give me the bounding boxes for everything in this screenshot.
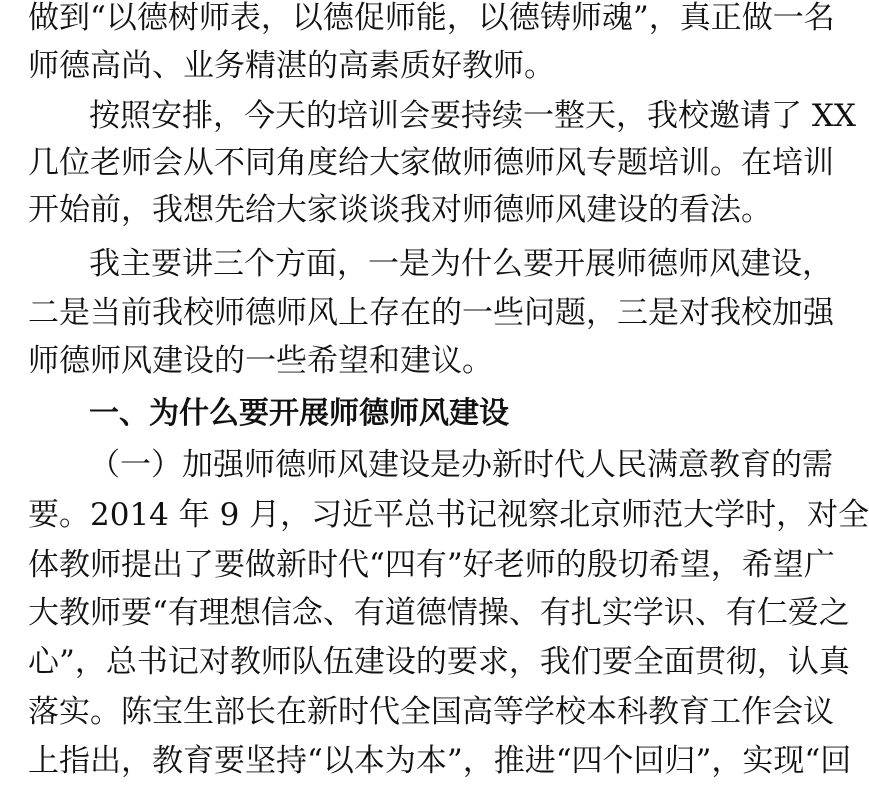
text-line: 要。2014 年 9 月，习近平总书记视察北京师范大学时，对全	[28, 497, 869, 533]
text-line: （一）加强师德师风建设是办新时代人民满意教育的需	[89, 447, 833, 483]
text-line: 二是当前我校师德师风上存在的一些问题，三是对我校加强	[28, 295, 834, 331]
text-line: 做到“以德树师表，以德促师能，以德铸师魂”，真正做一名	[28, 0, 835, 36]
text-line: 我主要讲三个方面，一是为什么要开展师德师风建设，	[89, 246, 833, 282]
text-line: 体教师提出了要做新时代“四有”好老师的殷切希望，希望广	[28, 547, 835, 583]
text-line: 几位老师会从不同角度给大家做师德师风专题培训。在培训	[28, 145, 834, 181]
text-line: 师德高尚、业务精湛的高素质好教师。	[28, 48, 555, 84]
text-line: 心”，总书记对教师队伍建设的要求，我们要全面贯彻，认真	[28, 644, 850, 680]
text-line: 大教师要“有理想信念、有道德情操、有扎实学识、有仁爱之	[28, 595, 850, 631]
text-line: 师德师风建设的一些希望和建议。	[28, 343, 493, 379]
text-line: 按照安排，今天的培训会要持续一整天，我校邀请了 XX	[89, 98, 856, 134]
text-line: 上指出，教育要坚持“以本为本”，推进“四个回归”，实现“回	[28, 743, 852, 779]
text-line: 开始前，我想先给大家谈谈我对师德师风建设的看法。	[28, 192, 772, 228]
section-heading: 一、为什么要开展师德师风建设	[89, 396, 509, 431]
text-line: 落实。陈宝生部长在新时代全国高等学校本科教育工作会议	[28, 694, 834, 730]
